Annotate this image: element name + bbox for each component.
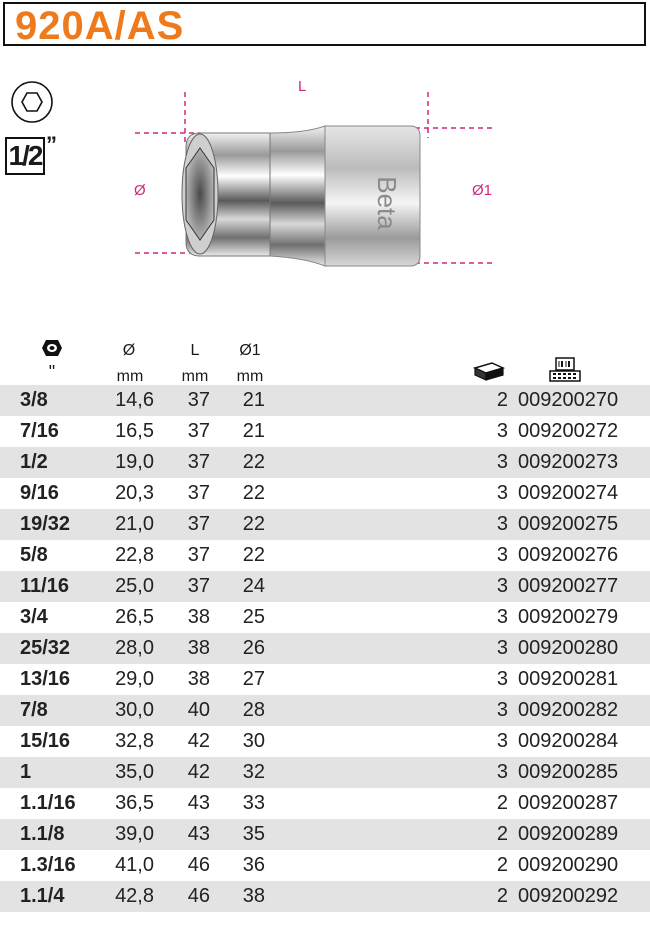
- pack-qty-cell: 3: [496, 544, 508, 566]
- size-unit-header: ": [48, 362, 56, 382]
- diameter1-cell: 36: [242, 854, 265, 876]
- table-row: [0, 664, 650, 695]
- diameter1-cell: 22: [242, 544, 265, 566]
- diameter1-cell: 24: [242, 575, 265, 597]
- diameter-cell: 32,8: [115, 730, 154, 752]
- diameter-cell: 14,6: [115, 389, 154, 411]
- length-cell: 38: [187, 637, 210, 659]
- diameter1-cell: 21: [242, 420, 265, 442]
- size-cell: 13/16: [20, 668, 71, 690]
- product-code-cell: 009200281: [518, 668, 619, 690]
- pack-qty-cell: 3: [496, 513, 508, 535]
- drive-inch-mark: ”: [46, 132, 57, 157]
- table-row: [0, 633, 650, 664]
- pack-qty-cell: 3: [496, 451, 508, 473]
- socket-illustration: [120, 78, 500, 278]
- product-code-cell: 009200287: [518, 792, 619, 814]
- diameter1-cell: 32: [242, 761, 265, 783]
- size-cell: 5/8: [20, 544, 48, 566]
- product-code-cell: 009200279: [518, 606, 619, 628]
- product-code-cell: 009200280: [518, 637, 619, 659]
- diameter1-cell: 26: [242, 637, 265, 659]
- table-row: [0, 540, 650, 571]
- length-cell: 43: [187, 823, 210, 845]
- length-cell: 46: [187, 854, 210, 876]
- product-code-cell: 009200284: [518, 730, 619, 752]
- length-dimension-label: L: [298, 78, 307, 95]
- size-cell: 9/16: [20, 482, 59, 504]
- product-code-cell: 009200285: [518, 761, 619, 783]
- table-row: [0, 602, 650, 633]
- table-row: [0, 509, 650, 540]
- diameter-cell: 26,5: [115, 606, 154, 628]
- table-row: [0, 416, 650, 447]
- table-row: [0, 571, 650, 602]
- length-cell: 40: [187, 699, 210, 721]
- size-cell: 25/32: [20, 637, 71, 659]
- pack-qty-cell: 2: [496, 792, 508, 814]
- length-cell: 38: [187, 606, 210, 628]
- drive-size-box: 1/2: [5, 137, 45, 175]
- table-row: [0, 819, 650, 850]
- diameter-cell: 19,0: [115, 451, 154, 473]
- diameter1-cell: 22: [242, 451, 265, 473]
- diameter1-cell: 38: [242, 885, 265, 907]
- table-row: [0, 385, 650, 416]
- size-cell: 7/8: [20, 699, 48, 721]
- product-code-cell: 009200272: [518, 420, 619, 442]
- pack-qty-cell: 3: [496, 637, 508, 659]
- length-cell: 37: [187, 451, 210, 473]
- diameter1-cell: 28: [242, 699, 265, 721]
- pack-qty-cell: 3: [496, 699, 508, 721]
- diameter-cell: 22,8: [115, 544, 154, 566]
- table-row: [0, 447, 650, 478]
- table-row: [0, 757, 650, 788]
- diameter1-cell: 22: [242, 482, 265, 504]
- diameter-cell: 39,0: [115, 823, 154, 845]
- length-cell: 37: [187, 513, 210, 535]
- diameter-cell: 36,5: [115, 792, 154, 814]
- diameter1-cell: 27: [242, 668, 265, 690]
- diameter1-cell: 33: [242, 792, 265, 814]
- diameter-cell: 16,5: [115, 420, 154, 442]
- size-cell: 7/16: [20, 420, 59, 442]
- diameter-cell: 35,0: [115, 761, 154, 783]
- diameter-cell: 21,0: [115, 513, 154, 535]
- size-cell: 11/16: [20, 575, 69, 597]
- product-code-cell: 009200275: [518, 513, 619, 535]
- pack-qty-cell: 3: [496, 668, 508, 690]
- pack-qty-cell: 3: [496, 575, 508, 597]
- diameter-dimension-label: Ø: [134, 182, 146, 199]
- size-cell: 3/4: [20, 606, 48, 628]
- pack-qty-cell: 2: [496, 823, 508, 845]
- size-cell: 3/8: [20, 389, 48, 411]
- diameter-cell: 42,8: [115, 885, 154, 907]
- diameter1-cell: 25: [242, 606, 265, 628]
- hexagon-outline-icon: [8, 80, 56, 128]
- pack-qty-cell: 3: [496, 730, 508, 752]
- length-cell: 37: [187, 420, 210, 442]
- diameter-cell: 41,0: [115, 854, 154, 876]
- product-code-cell: 009200276: [518, 544, 619, 566]
- product-code-cell: 009200274: [518, 482, 619, 504]
- table-row: [0, 695, 650, 726]
- size-cell: 1/2: [20, 451, 48, 473]
- length-cell: 37: [187, 482, 210, 504]
- diameter-cell: 30,0: [115, 699, 154, 721]
- product-code-cell: 009200282: [518, 699, 619, 721]
- size-cell: 1: [20, 761, 32, 783]
- pack-qty-cell: 3: [496, 482, 508, 504]
- brand-marking: Beta: [372, 176, 402, 230]
- diameter1-dimension-label: Ø1: [472, 182, 493, 199]
- diameter-cell: 29,0: [115, 668, 154, 690]
- product-code-title: 920A/AS: [15, 4, 185, 48]
- diameter1-cell: 35: [242, 823, 265, 845]
- size-cell: 1.1/16: [20, 792, 76, 814]
- length-cell: 38: [187, 668, 210, 690]
- socket-diagram: [120, 78, 500, 278]
- size-cell: 19/32: [20, 513, 71, 535]
- size-cell: 1.1/4: [20, 885, 65, 907]
- diameter1-cell: 21: [242, 389, 265, 411]
- length-cell: 42: [187, 730, 210, 752]
- pack-qty-cell: 2: [496, 389, 508, 411]
- length-cell: 37: [187, 575, 210, 597]
- table-row: [0, 726, 650, 757]
- product-code-cell: 009200270: [518, 389, 619, 411]
- size-cell: 1.1/8: [20, 823, 65, 845]
- diameter-cell: 20,3: [115, 482, 154, 504]
- product-code-cell: 009200289: [518, 823, 619, 845]
- table-row: [0, 478, 650, 509]
- length-cell: 42: [187, 761, 210, 783]
- product-code-cell: 009200292: [518, 885, 619, 907]
- diameter1-header: Ø1: [239, 342, 261, 359]
- diameter1-unit-header: mm: [236, 368, 264, 385]
- length-cell: 46: [187, 885, 210, 907]
- pack-qty-cell: 3: [496, 420, 508, 442]
- length-cell: 43: [187, 792, 210, 814]
- product-code-cell: 009200277: [518, 575, 619, 597]
- length-cell: 37: [187, 389, 210, 411]
- barcode-terminal-icon: [548, 356, 582, 384]
- hex-nut-icon: [38, 338, 66, 358]
- specification-table: [0, 385, 650, 912]
- pack-qty-cell: 3: [496, 761, 508, 783]
- table-row: [0, 850, 650, 881]
- length-unit-header: mm: [181, 368, 209, 385]
- diameter1-cell: 22: [242, 513, 265, 535]
- diameter-cell: 25,0: [115, 575, 154, 597]
- size-cell: 1.3/16: [20, 854, 76, 876]
- diameter-unit-header: mm: [116, 368, 144, 385]
- table-row: [0, 788, 650, 819]
- length-header: L: [190, 342, 200, 359]
- pack-qty-cell: 2: [496, 854, 508, 876]
- diameter1-cell: 30: [242, 730, 265, 752]
- table-row: [0, 881, 650, 912]
- length-cell: 37: [187, 544, 210, 566]
- package-box-icon: [472, 360, 506, 382]
- pack-qty-cell: 3: [496, 606, 508, 628]
- diameter-cell: 28,0: [115, 637, 154, 659]
- title-bar: [3, 2, 646, 46]
- pack-qty-cell: 2: [496, 885, 508, 907]
- diameter-header: Ø: [122, 342, 136, 359]
- size-cell: 15/16: [20, 730, 71, 752]
- product-code-cell: 009200290: [518, 854, 619, 876]
- product-code-cell: 009200273: [518, 451, 619, 473]
